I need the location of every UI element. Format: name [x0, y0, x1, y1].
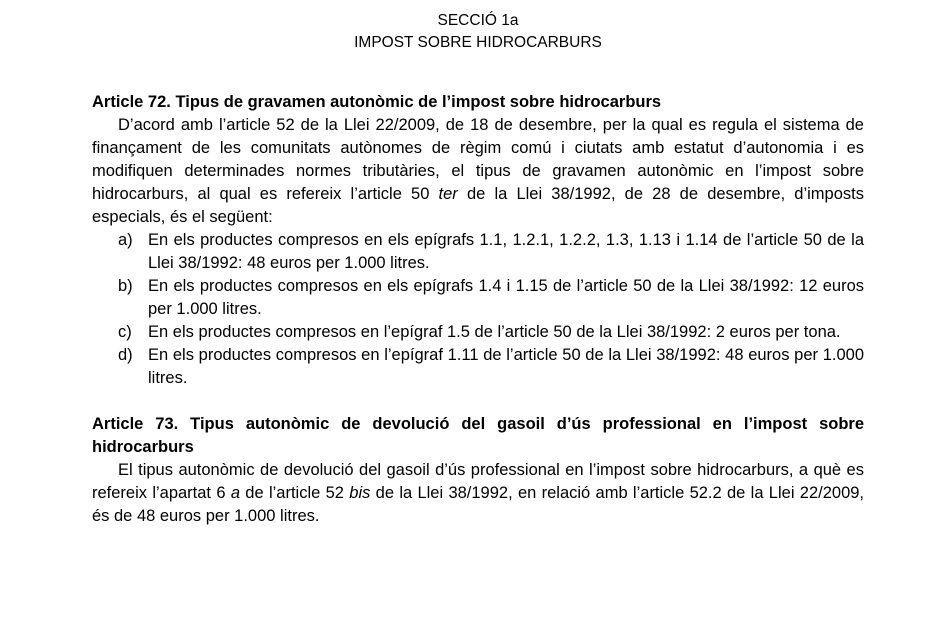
list-item [92, 229, 864, 275]
section-title: IMPOST SOBRE HIDROCARBURS [354, 34, 602, 51]
list-marker: d) [118, 346, 133, 364]
list-marker: a) [118, 231, 133, 249]
list-marker: c) [118, 323, 132, 341]
article-72-intro: D’acord amb l’article 52 de la Llei 22/2009, de 18 de desembre, per la qual es regula el sistema de finançament de les comunitats autònomes de règim comú i ciutats amb estatut d’autonomia i es modifiquen determinades normes tributàries, el tipus de gravamen autonòmic en l’impost sobre hidrocarburs, al qual es refereix l’article 50 ter de la Llei 38/1992, de 28 de desembre, d’imposts especials, és el següent: [92, 116, 864, 226]
list-item [92, 344, 864, 390]
article-73-title: Article 73. Tipus autonòmic de devolució del gasoil d’ús professional en l’impost sobre hidrocarburs [92, 415, 864, 456]
list-item [92, 321, 864, 344]
list-marker: b) [118, 277, 133, 295]
document-page [92, 10, 864, 528]
article-72-title: Article 72. Tipus de gravamen autonòmic de l’impost sobre hidrocarburs [92, 93, 662, 111]
section-number: SECCIÓ 1a [437, 12, 519, 29]
list-item-text: En els productes compresos en els epígrafs 1.1, 1.2.1, 1.2.2, 1.3, 1.13 i 1.14 de l’article 50 de la Llei 38/1992: 48 euros per 1.000 litres. [148, 231, 864, 272]
list-item-text: En els productes compresos en l’epígraf 1.5 de l’article 50 de la Llei 38/1992: 2 euros per tona. [148, 323, 841, 341]
list-item-text: En els productes compresos en els epígrafs 1.4 i 1.15 de l’article 50 de la Llei 38/1992: 12 euros per 1.000 litres. [148, 277, 864, 318]
list-item [92, 275, 864, 321]
list-item-text: En els productes compresos en l’epígraf 1.11 de l’article 50 de la Llei 38/1992: 48 euros per 1.000 litres. [148, 346, 864, 387]
article-73-body: El tipus autonòmic de devolució del gasoil d’ús professional en l’impost sobre hidrocarburs, a què es refereix l’apartat 6 a de l’article 52 bis de la Llei 38/1992, en relació amb l’article 52.2 de la Llei 22/2009, és de 48 euros per 1.000 litres. [92, 461, 865, 525]
article-72-list [92, 229, 864, 390]
